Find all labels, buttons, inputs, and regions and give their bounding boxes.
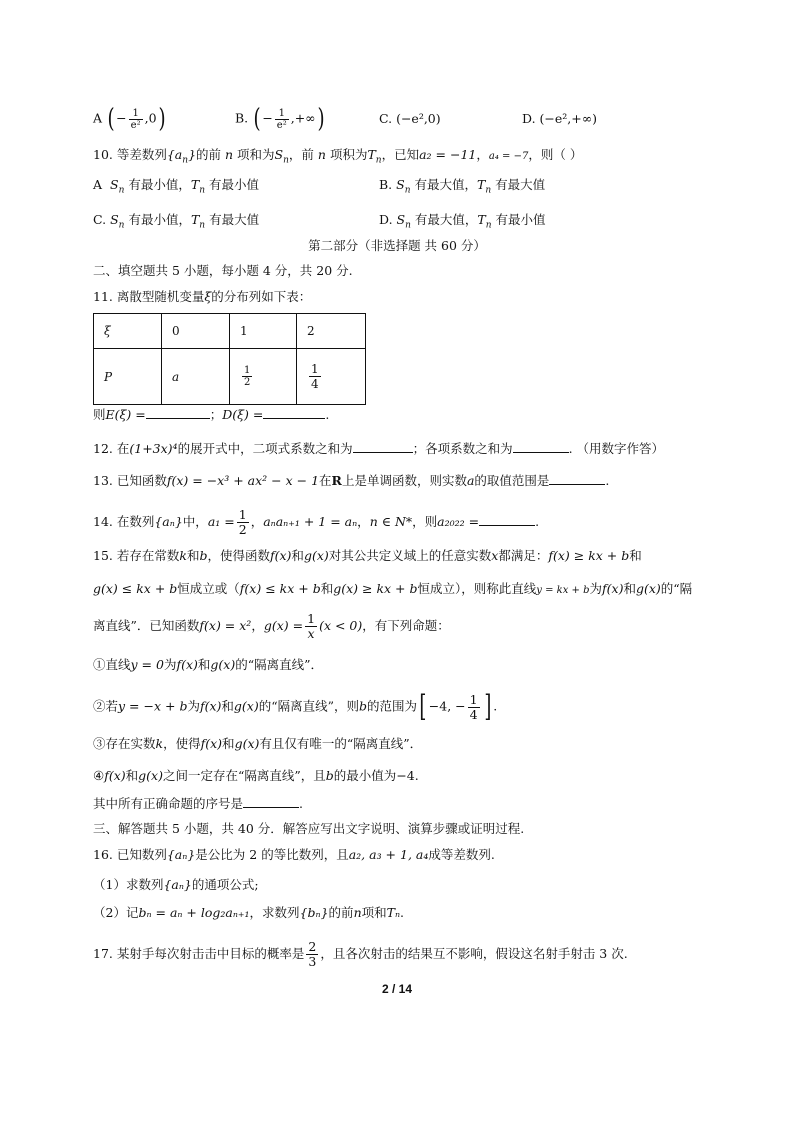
option-label: B. — [235, 110, 249, 126]
q12: 12. 在(1+3x)⁴的展开式中，二项式系数之和为 ；各项系数之和为 . （用数字作答） — [93, 441, 665, 456]
q10-option-b: B. $S_n$ 有最大值，$T_n$ 有最大值 — [379, 177, 546, 196]
q16-stem: 16. 已知数列{aₙ}是公比为 2 的等比数列，且a₂, a₃ + 1, a₄成等差数列. — [93, 847, 495, 862]
fraction: $\frac{1}{\text{e²}}$ — [130, 107, 141, 131]
table-cell: 2 — [297, 314, 366, 349]
answer-blank[interactable] — [479, 513, 535, 526]
table-cell: ξ — [94, 314, 162, 349]
answer-section-heading: 三、解答题共 5 小题，共 40 分．解答应写出文字说明、演算步骤或证明过程. — [93, 821, 525, 836]
answer-blank[interactable] — [146, 406, 210, 419]
table-cell: P — [94, 349, 162, 405]
q9-option-c — [379, 110, 441, 128]
table-row — [94, 314, 366, 349]
q9-option-a: A ( − $\frac{1}{\text{e²}}$ ,0) — [93, 104, 166, 134]
table-cell — [297, 349, 366, 405]
q16-part-2: （2）记bₙ = aₙ + log₂aₙ₊₁，求数列{bₙ}的前n项和Tₙ. — [93, 905, 405, 920]
part2-title: 第二部分（非选择题 共 60 分） — [308, 238, 486, 253]
q15-question: 其中所有正确命题的序号是 . — [93, 796, 303, 811]
fraction: $\frac{1}{\text{e²}}$ — [276, 107, 287, 131]
answer-blank[interactable] — [513, 440, 569, 453]
q9-option-d — [522, 110, 597, 128]
option-text: (−e²,+∞) — [539, 111, 598, 126]
table-row — [94, 349, 366, 405]
fraction: $\frac{1}{4}$ — [469, 691, 478, 722]
q15-line-3: 离直线”．已知函数f(x) = x²，g(x) = $\frac{1}{x}$ (x < 0)，有下列命题： — [93, 611, 450, 641]
q11-stem: 11. 离散型随机变量ξ的分布列如下表： — [93, 289, 312, 304]
q15-proposition-4: ④f(x)和g(x)之间一定存在“隔离直线”，且b的最小值为−4. — [93, 768, 419, 783]
answer-blank[interactable] — [549, 472, 605, 485]
table-cell: a — [162, 349, 230, 405]
q10-option-a: A $S_n$ 有最小值，$T_n$ 有最小值 — [93, 177, 259, 196]
q15-proposition-3: ③存在实数k，使得f(x)和g(x)有且仅有唯一的“隔离直线”． — [93, 736, 423, 751]
q16-part-1: （1）求数列{aₙ}的通项公式; — [93, 877, 259, 892]
q9-option-b: B. ( − $\frac{1}{\text{e²}}$ ,+∞) — [235, 104, 325, 134]
q11-distribution-table — [93, 313, 366, 405]
q10-option-c: C. $S_n$ 有最小值，$T_n$ 有最大值 — [93, 212, 260, 231]
answer-blank[interactable] — [243, 795, 299, 808]
q11-answer: 则E(ξ) = ；D(ξ) = . — [93, 407, 330, 422]
fraction: $\frac{1}{x}$ — [307, 611, 316, 641]
option-label: D. — [522, 111, 536, 126]
option-text: (−e²,0) — [396, 111, 441, 126]
q15-proposition-1: ①直线y = 0为f(x)和g(x)的“隔离直线”． — [93, 657, 324, 672]
answer-blank[interactable] — [263, 406, 325, 419]
q15-line-2: g(x) ≤ kx + b恒成立或（f(x) ≤ kx + b和g(x) ≥ kx + b恒成立），则称此直线y = kx + b为f(x)和g(x)的“隔 — [93, 581, 693, 596]
fraction: $\frac{1}{2}$ — [238, 507, 247, 537]
table-cell — [230, 349, 297, 405]
page-number: 2 / 14 — [381, 982, 413, 996]
fill-section-heading: 二、填空题共 5 小题，每小题 4 分，共 20 分. — [93, 263, 353, 278]
q10-stem: 10. 等差数列$\{a_n\}$的前 n 项和为$S_n$，前 n 项积为$T_n$，已知a₂ = −11，a₄ = −7，则（ ） — [93, 147, 583, 166]
option-label: C. — [379, 111, 393, 126]
answer-blank[interactable] — [353, 440, 413, 453]
table-cell: 1 — [230, 314, 297, 349]
q17: 17. 某射手每次射击击中目标的概率是 $\frac{2}{3}$ ，且各次射击的结果互不影响，假设这名射手射击 3 次. — [93, 939, 628, 969]
fraction: $\frac{2}{3}$ — [308, 939, 317, 969]
fraction: $\frac{1}{4}$ — [311, 362, 319, 391]
q14: 14. 在数列{aₙ}中，a₁ = $\frac{1}{2}$ ，aₙaₙ₊₁ + 1 = aₙ，n ∈ N*，则a₂₀₂₂ = . — [93, 507, 540, 537]
q15-line-1: 15. 若存在常数k和b，使得函数f(x)和g(x)对其公共定义域上的任意实数x都满足：f(x) ≥ kx + b和 — [93, 548, 642, 563]
fraction: $\frac{1}{2}$ — [244, 365, 251, 388]
q10-option-d: D. $S_n$ 有最大值，$T_n$ 有最小值 — [379, 212, 546, 231]
option-label: A — [93, 110, 103, 126]
q9-options — [93, 100, 703, 134]
table-cell: 0 — [162, 314, 230, 349]
q15-proposition-2: ②若y = −x + b为f(x)和g(x)的“隔离直线”，则b的范围为[ −4, − $\frac{1}{4}$ ] . — [93, 689, 498, 724]
q13: 13. 已知函数f(x) = −x³ + ax² − x − 1在R上是单调函数，则实数a的取值范围是 . — [93, 473, 610, 488]
